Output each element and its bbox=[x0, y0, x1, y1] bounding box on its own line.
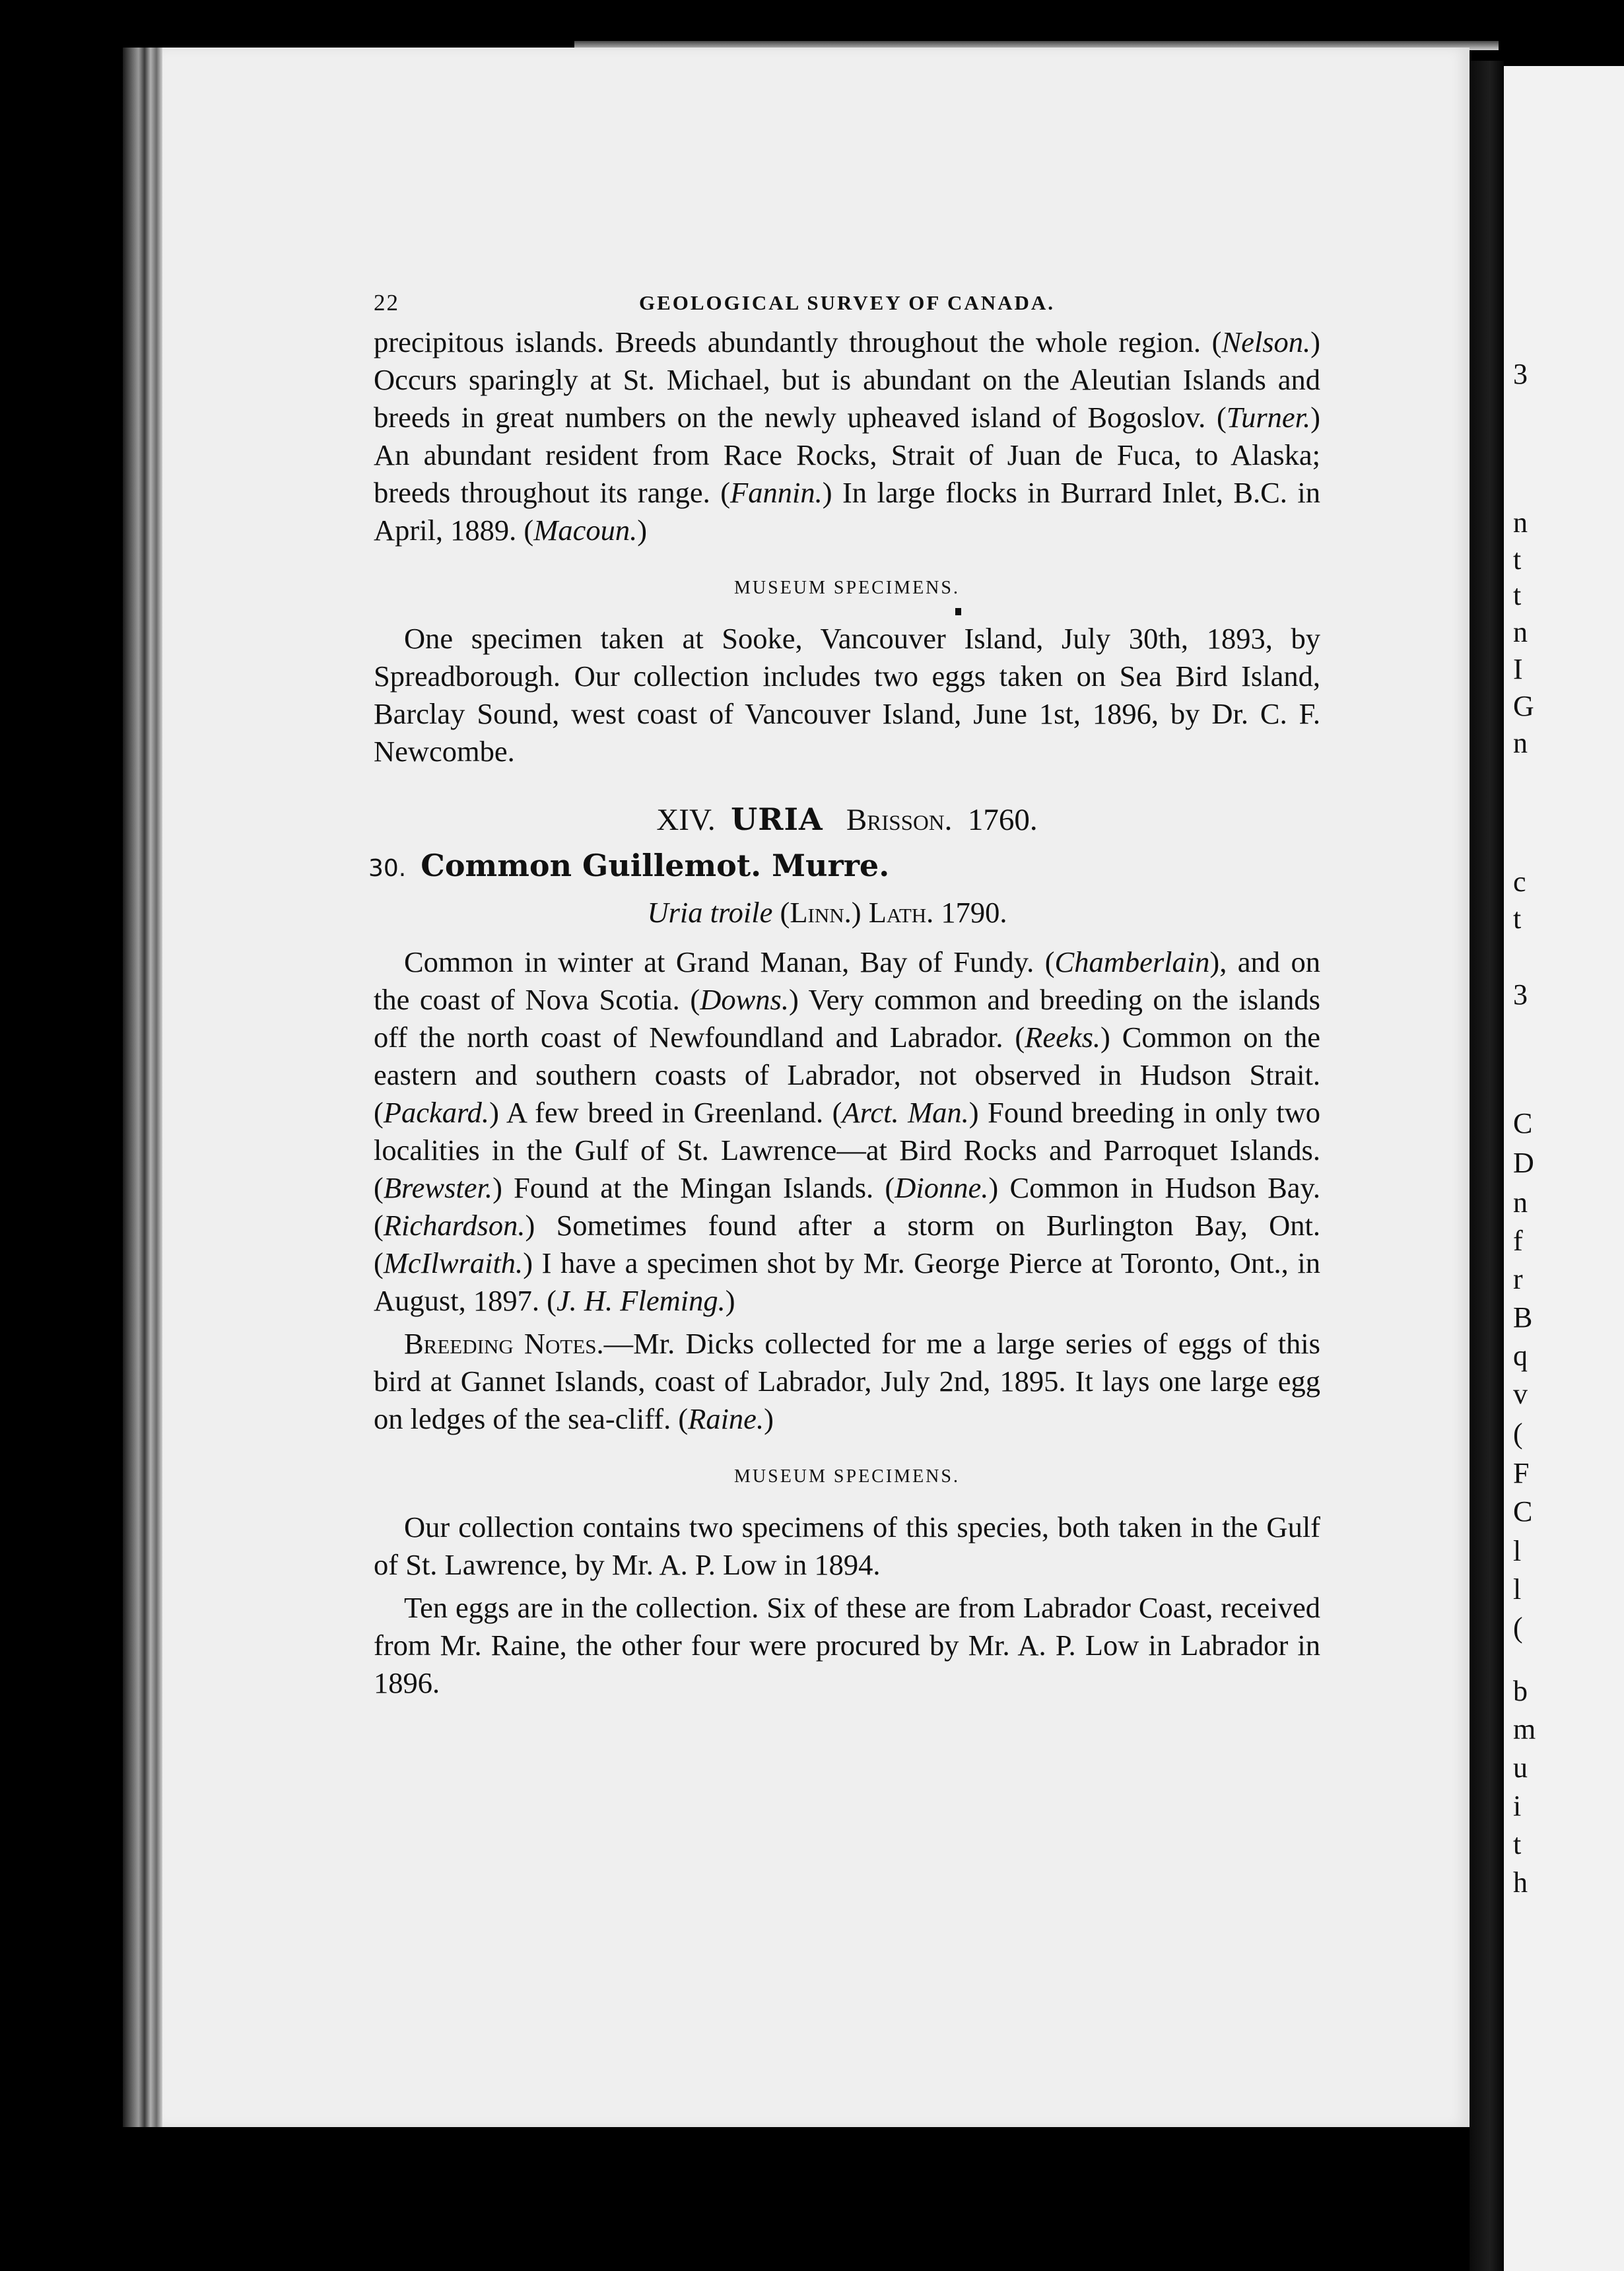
facing-page-fragment: F bbox=[1513, 1457, 1530, 1489]
facing-page-fragment: 3 bbox=[1513, 358, 1528, 390]
facing-page-fragment: n bbox=[1513, 727, 1528, 759]
facing-page-fragment: b bbox=[1513, 1675, 1528, 1707]
text-run: ) I have a specimen shot by Mr. George Pierce at Toronto, Ont., in August, 1897. ( bbox=[374, 1246, 1320, 1317]
text-run: ) Found breeding in only two localities in the Gulf of St. Lawrence—at Bird Rocks and Parroquet Islands. ( bbox=[374, 1096, 1320, 1204]
facing-page-fragment: l bbox=[1513, 1573, 1522, 1606]
facing-page-fragment: i bbox=[1513, 1790, 1522, 1822]
genus-author: Brisson. bbox=[846, 803, 953, 837]
museum-eggs-text: Ten eggs are in the collection. Six of these are from Labrador Coast, received from Mr. Raine, the other four were procured by Mr. A. P. Low in Labrador in 1896. bbox=[374, 1591, 1320, 1699]
museum-specimens-text-2: Our collection contains two specimens of this species, both taken in the Gulf of St. Lawrence, by Mr. A. P. Low in 1894. bbox=[374, 1510, 1320, 1581]
citation: Fannin. bbox=[730, 476, 823, 509]
facing-page-fragment: C bbox=[1513, 1495, 1533, 1528]
facing-page-fragment: f bbox=[1513, 1225, 1523, 1257]
facing-page-fragment: t bbox=[1513, 579, 1522, 611]
facing-page-fragment: n bbox=[1513, 616, 1528, 648]
citation: Nelson. bbox=[1221, 325, 1311, 358]
facing-page-fragment: 3 bbox=[1513, 978, 1528, 1011]
latin-name: Uria troile bbox=[647, 896, 773, 929]
facing-page-fragment: q bbox=[1513, 1339, 1528, 1372]
text-run: precipitous islands. Breeds abundantly throughout the whole region. ( bbox=[374, 325, 1222, 358]
running-head bbox=[374, 284, 1320, 323]
citation: Downs. bbox=[700, 983, 789, 1016]
museum-specimens-heading-2: MUSEUM SPECIMENS. bbox=[734, 1466, 960, 1487]
citation: J. H. Fleming. bbox=[556, 1284, 726, 1317]
facing-page-fragment: G bbox=[1513, 690, 1534, 722]
facing-page-fragment: h bbox=[1513, 1866, 1528, 1899]
facing-page-fragment: C bbox=[1513, 1107, 1533, 1139]
text-run: ) Occurs sparingly at St. Michael, but is abundant on the Aleutian Islands and breeds in great numbers on the newly upheaved island of Bogoslov. ( bbox=[374, 325, 1320, 434]
page-number: 22 bbox=[374, 290, 399, 316]
citation: McIlwraith. bbox=[383, 1246, 524, 1279]
facing-page-fragment: r bbox=[1513, 1263, 1523, 1295]
citation: Brewster. bbox=[383, 1171, 493, 1204]
citation: Turner. bbox=[1226, 401, 1311, 434]
citation: Chamberlain bbox=[1054, 945, 1210, 978]
text-run: ) Common in Hudson Bay. ( bbox=[374, 1171, 1320, 1242]
text-run: ) bbox=[764, 1402, 774, 1435]
breeding-notes bbox=[374, 1325, 1320, 1438]
text-run: Common in winter at Grand Manan, Bay of Fundy. ( bbox=[404, 945, 1055, 978]
text-run: ) In large flocks in Burrard Inlet, B.C. in April, 1889. ( bbox=[374, 476, 1320, 547]
text-run: ) A few breed in Greenland. ( bbox=[489, 1096, 842, 1129]
citation: Raine. bbox=[688, 1402, 764, 1435]
facing-page-fragment: t bbox=[1513, 902, 1522, 935]
facing-page-fragment: m bbox=[1513, 1713, 1536, 1746]
page-content bbox=[368, 284, 1321, 1702]
facing-page-fragment: c bbox=[1513, 865, 1526, 898]
text-run: ) An abundant resident from Race Rocks, Strait of Juan de Fuca, to Alaska; breeds throughout its range. ( bbox=[374, 401, 1320, 509]
text-run: ) Common on the eastern and southern coasts of Labrador, not observed in Hudson Strait. ( bbox=[374, 1021, 1321, 1129]
genus-year: 1760. bbox=[967, 803, 1038, 837]
text-run: ), and on the coast of Nova Scotia. ( bbox=[374, 945, 1320, 1016]
paragraph-distribution-previous bbox=[374, 323, 1320, 549]
book-edge bbox=[123, 48, 162, 2127]
genus-name: URIA bbox=[731, 801, 823, 837]
facing-page-fragment: n bbox=[1513, 506, 1528, 539]
citation: Richardson. bbox=[383, 1209, 525, 1242]
facing-page-fragment: t bbox=[1513, 1828, 1522, 1860]
print-mark bbox=[955, 608, 961, 615]
species-number: 30. bbox=[368, 855, 407, 882]
species-year: 1790. bbox=[933, 896, 1007, 929]
text-run: ) bbox=[851, 896, 869, 929]
museum-specimens-heading: MUSEUM SPECIMENS. bbox=[734, 578, 960, 598]
facing-page-edge bbox=[1504, 66, 1624, 2271]
authority-lath: Lath. bbox=[868, 896, 934, 929]
species-latin-line bbox=[374, 894, 1320, 932]
text-run: ) Very common and breeding on the islands off the north coast of Newfoundland and Labrador. ( bbox=[374, 983, 1320, 1054]
book-gutter bbox=[1470, 61, 1504, 2271]
facing-page-fragment: D bbox=[1513, 1147, 1534, 1179]
museum-specimens-text: One specimen taken at Sooke, Vancouver Island, July 30th, 1893, by Spreadborough. Our collection includes two eggs taken on Sea Bird Island, Barclay Sound, west coast of Vancouver Island, June 1st, 1896, by Dr. C. F. Newcombe. bbox=[374, 622, 1320, 768]
facing-page-fragment: I bbox=[1513, 653, 1523, 685]
text-run: ) bbox=[725, 1284, 735, 1317]
genus-numeral: XIV. bbox=[656, 803, 716, 837]
citation: Packard. bbox=[383, 1096, 490, 1129]
running-title: GEOLOGICAL SURVEY OF CANADA. bbox=[638, 291, 1056, 314]
genus-heading bbox=[374, 801, 1320, 839]
text-run: ) Sometimes found after a storm on Burlington Bay, Ont. ( bbox=[374, 1209, 1320, 1279]
facing-page-fragment: u bbox=[1513, 1751, 1528, 1784]
facing-page-fragment: ( bbox=[1513, 1611, 1523, 1644]
citation: Dionne. bbox=[895, 1171, 989, 1204]
breeding-notes-label: Breeding Notes. bbox=[404, 1327, 604, 1360]
paragraph-distribution bbox=[374, 943, 1320, 1320]
facing-page-fragment: v bbox=[1513, 1378, 1528, 1410]
citation: Macoun. bbox=[533, 514, 638, 547]
text-run: ) bbox=[637, 514, 648, 547]
species-name: Common Guillemot. Murre. bbox=[421, 848, 890, 883]
facing-page-fragment: ( bbox=[1513, 1417, 1523, 1450]
authority: Linn. bbox=[790, 896, 852, 929]
facing-page-fragment: l bbox=[1513, 1535, 1522, 1567]
text-run: —Mr. Dicks collected for me a large series of eggs of this bird at Gannet Islands, coast of Labrador, July 2nd, 1895. It lays one large egg on ledges of the sea-cliff. ( bbox=[374, 1327, 1320, 1435]
facing-page-fragment: B bbox=[1513, 1301, 1533, 1334]
text-run: ( bbox=[772, 896, 790, 929]
citation: Arct. Man. bbox=[842, 1096, 969, 1129]
facing-page-fragment: n bbox=[1513, 1186, 1528, 1219]
text-run: ) Found at the Mingan Islands. ( bbox=[492, 1171, 895, 1204]
citation: Reeks. bbox=[1025, 1021, 1101, 1054]
species-heading bbox=[368, 847, 1320, 887]
facing-page-fragment: t bbox=[1513, 543, 1522, 576]
